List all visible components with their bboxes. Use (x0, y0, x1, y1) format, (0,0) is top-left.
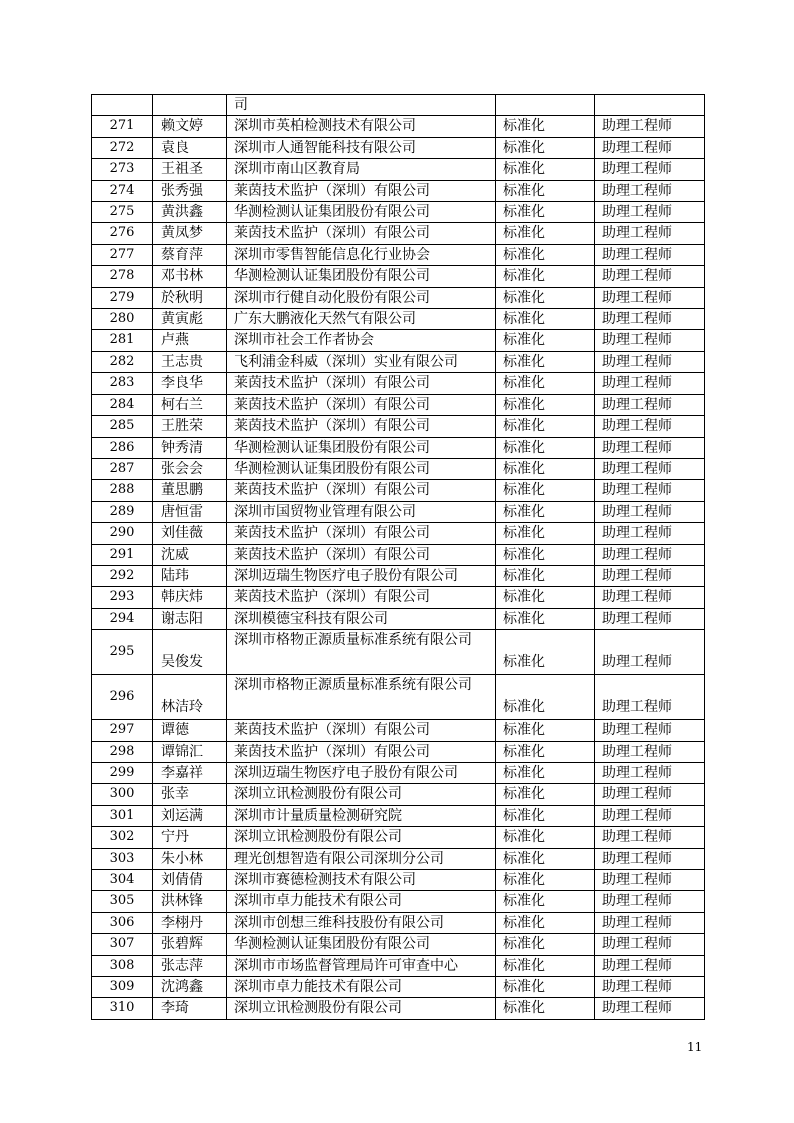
cell-name: 王胜荣 (153, 416, 227, 437)
cell-major: 标准化 (496, 870, 595, 891)
cell-name: 邓书林 (153, 266, 227, 287)
cell-name: 朱小林 (153, 848, 227, 869)
cell-major: 标准化 (496, 544, 595, 565)
cell-title: 助理工程师 (595, 848, 705, 869)
cell-company: 莱茵技术监护（深圳）有限公司 (227, 523, 496, 544)
cell-title: 助理工程师 (595, 912, 705, 933)
cell-title: 助理工程师 (595, 202, 705, 223)
cell-title: 助理工程师 (595, 977, 705, 998)
cell-company: 莱茵技术监护（深圳）有限公司 (227, 180, 496, 201)
cell-title: 助理工程师 (595, 805, 705, 826)
cell-company: 深圳市卓力能技术有限公司 (227, 977, 496, 998)
continued-row (92, 95, 705, 116)
table-row (92, 630, 705, 675)
cell-major: 标准化 (496, 675, 595, 720)
cell-title: 助理工程师 (595, 741, 705, 762)
cell-company: 深圳市行健自动化股份有限公司 (227, 287, 496, 308)
cell-name: 李琦 (153, 998, 227, 1019)
cell-company: 深圳模德宝科技有限公司 (227, 608, 496, 629)
cell-company: 莱茵技术监护（深圳）有限公司 (227, 720, 496, 741)
cell-major (496, 95, 595, 116)
cell-no: 286 (92, 437, 153, 458)
table-row (92, 309, 705, 330)
cell-company: 华测检测认证集团股份有限公司 (227, 437, 496, 458)
table-row (92, 116, 705, 137)
cell-company: 深圳市南山区教育局 (227, 159, 496, 180)
cell-title: 助理工程师 (595, 501, 705, 522)
table-row (92, 762, 705, 783)
cell-company: 司 (227, 95, 496, 116)
cell-no: 300 (92, 784, 153, 805)
cell-major: 标准化 (496, 587, 595, 608)
cell-name: 张秀强 (153, 180, 227, 201)
cell-major: 标准化 (496, 891, 595, 912)
cell-major: 标准化 (496, 741, 595, 762)
cell-no: 288 (92, 480, 153, 501)
cell-name: 林洁玲 (153, 675, 227, 720)
cell-no: 309 (92, 977, 153, 998)
cell-name: 卢燕 (153, 330, 227, 351)
table-row (92, 266, 705, 287)
cell-name: 陆玮 (153, 565, 227, 586)
cell-title: 助理工程师 (595, 955, 705, 976)
cell-name: 张幸 (153, 784, 227, 805)
cell-company: 深圳迈瑞生物医疗电子股份有限公司 (227, 565, 496, 586)
table-row (92, 330, 705, 351)
cell-no: 272 (92, 137, 153, 158)
cell-company: 广东大鹏液化天然气有限公司 (227, 309, 496, 330)
cell-no: 284 (92, 394, 153, 415)
table-row (92, 608, 705, 629)
cell-major: 标准化 (496, 416, 595, 437)
cell-name: 沈威 (153, 544, 227, 565)
cell-no: 303 (92, 848, 153, 869)
cell-name: 张会会 (153, 458, 227, 479)
cell-major: 标准化 (496, 351, 595, 372)
cell-company: 深圳市格物正源质量标准系统有限公司 (227, 675, 496, 720)
cell-no: 305 (92, 891, 153, 912)
table-row (92, 998, 705, 1019)
cell-title: 助理工程师 (595, 720, 705, 741)
cell-company: 莱茵技术监护（深圳）有限公司 (227, 480, 496, 501)
cell-title: 助理工程师 (595, 934, 705, 955)
cell-no: 306 (92, 912, 153, 933)
cell-major: 标准化 (496, 116, 595, 137)
cell-title: 助理工程师 (595, 351, 705, 372)
cell-major: 标准化 (496, 912, 595, 933)
cell-no: 308 (92, 955, 153, 976)
cell-major: 标准化 (496, 848, 595, 869)
cell-company: 深圳市社会工作者协会 (227, 330, 496, 351)
page-number: 11 (687, 1040, 703, 1054)
cell-title (595, 95, 705, 116)
table-row (92, 202, 705, 223)
cell-name (153, 95, 227, 116)
cell-major: 标准化 (496, 762, 595, 783)
cell-title: 助理工程师 (595, 373, 705, 394)
cell-company: 华测检测认证集团股份有限公司 (227, 934, 496, 955)
table-row (92, 287, 705, 308)
cell-no: 273 (92, 159, 153, 180)
cell-no: 301 (92, 805, 153, 826)
cell-major: 标准化 (496, 458, 595, 479)
table-row (92, 159, 705, 180)
table-row (92, 891, 705, 912)
cell-title: 助理工程师 (595, 437, 705, 458)
table-row (92, 848, 705, 869)
table-row (92, 955, 705, 976)
cell-company: 深圳市计量质量检测研究院 (227, 805, 496, 826)
table-row (92, 394, 705, 415)
cell-no: 276 (92, 223, 153, 244)
cell-no: 294 (92, 608, 153, 629)
cell-name: 黄凤梦 (153, 223, 227, 244)
cell-title: 助理工程师 (595, 244, 705, 265)
cell-major: 标准化 (496, 480, 595, 501)
cell-no: 292 (92, 565, 153, 586)
table-row (92, 523, 705, 544)
cell-title: 助理工程师 (595, 480, 705, 501)
table-row (92, 351, 705, 372)
cell-title: 助理工程师 (595, 608, 705, 629)
cell-major: 标准化 (496, 223, 595, 244)
cell-no: 279 (92, 287, 153, 308)
cell-title: 助理工程师 (595, 565, 705, 586)
cell-major: 标准化 (496, 565, 595, 586)
cell-no: 275 (92, 202, 153, 223)
cell-company: 深圳市市场监督管理局许可审查中心 (227, 955, 496, 976)
table-row (92, 244, 705, 265)
cell-no: 304 (92, 870, 153, 891)
cell-title: 助理工程师 (595, 870, 705, 891)
cell-company: 深圳市格物正源质量标准系统有限公司 (227, 630, 496, 675)
cell-title: 助理工程师 (595, 458, 705, 479)
cell-name: 刘佳薇 (153, 523, 227, 544)
cell-title: 助理工程师 (595, 287, 705, 308)
table-row (92, 912, 705, 933)
cell-name: 唐恒雷 (153, 501, 227, 522)
cell-name: 张碧辉 (153, 934, 227, 955)
cell-major: 标准化 (496, 330, 595, 351)
cell-no: 307 (92, 934, 153, 955)
cell-name: 黄寅彪 (153, 309, 227, 330)
table-row (92, 977, 705, 998)
cell-name: 於秋明 (153, 287, 227, 308)
cell-name: 刘倩倩 (153, 870, 227, 891)
cell-name: 钟秀清 (153, 437, 227, 458)
table-row (92, 741, 705, 762)
cell-no: 281 (92, 330, 153, 351)
cell-major: 标准化 (496, 934, 595, 955)
cell-title: 助理工程师 (595, 416, 705, 437)
table-row (92, 805, 705, 826)
cell-name: 王志贵 (153, 351, 227, 372)
cell-name: 李嘉祥 (153, 762, 227, 783)
cell-title: 助理工程师 (595, 266, 705, 287)
cell-title: 助理工程师 (595, 544, 705, 565)
table-row (92, 720, 705, 741)
table-row (92, 934, 705, 955)
cell-major: 标准化 (496, 437, 595, 458)
cell-major: 标准化 (496, 202, 595, 223)
cell-company: 深圳市零售智能信息化行业协会 (227, 244, 496, 265)
cell-name: 吴俊发 (153, 630, 227, 675)
cell-no: 271 (92, 116, 153, 137)
cell-name: 王祖圣 (153, 159, 227, 180)
cell-title: 助理工程师 (595, 675, 705, 720)
cell-no (92, 95, 153, 116)
cell-no: 295 (92, 630, 153, 675)
cell-major: 标准化 (496, 805, 595, 826)
cell-company: 华测检测认证集团股份有限公司 (227, 266, 496, 287)
cell-name: 韩庆炜 (153, 587, 227, 608)
cell-major: 标准化 (496, 523, 595, 544)
cell-title: 助理工程师 (595, 827, 705, 848)
cell-no: 299 (92, 762, 153, 783)
cell-no: 297 (92, 720, 153, 741)
cell-major: 标准化 (496, 159, 595, 180)
cell-major: 标准化 (496, 608, 595, 629)
cell-major: 标准化 (496, 501, 595, 522)
cell-company: 理光创想智造有限公司深圳分公司 (227, 848, 496, 869)
cell-company: 深圳市人通智能科技有限公司 (227, 137, 496, 158)
cell-name: 沈鸿鑫 (153, 977, 227, 998)
cell-title: 助理工程师 (595, 998, 705, 1019)
cell-name: 张志萍 (153, 955, 227, 976)
table-row (92, 587, 705, 608)
cell-name: 袁良 (153, 137, 227, 158)
table-row (92, 827, 705, 848)
cell-company: 莱茵技术监护（深圳）有限公司 (227, 416, 496, 437)
cell-name: 柯右兰 (153, 394, 227, 415)
cell-title: 助理工程师 (595, 223, 705, 244)
cell-name: 刘运满 (153, 805, 227, 826)
cell-major: 标准化 (496, 955, 595, 976)
cell-title: 助理工程师 (595, 587, 705, 608)
cell-major: 标准化 (496, 998, 595, 1019)
table-row (92, 416, 705, 437)
cell-title: 助理工程师 (595, 784, 705, 805)
cell-title: 助理工程师 (595, 330, 705, 351)
cell-name: 蔡育萍 (153, 244, 227, 265)
cell-company: 莱茵技术监护（深圳）有限公司 (227, 223, 496, 244)
cell-no: 302 (92, 827, 153, 848)
cell-company: 莱茵技术监护（深圳）有限公司 (227, 394, 496, 415)
cell-company: 华测检测认证集团股份有限公司 (227, 202, 496, 223)
personnel-table (91, 94, 705, 1020)
cell-company: 深圳市英柏检测技术有限公司 (227, 116, 496, 137)
cell-company: 莱茵技术监护（深圳）有限公司 (227, 587, 496, 608)
cell-title: 助理工程师 (595, 394, 705, 415)
cell-no: 282 (92, 351, 153, 372)
cell-no: 293 (92, 587, 153, 608)
cell-company: 莱茵技术监护（深圳）有限公司 (227, 544, 496, 565)
cell-no: 289 (92, 501, 153, 522)
table-row (92, 137, 705, 158)
cell-no: 290 (92, 523, 153, 544)
cell-no: 291 (92, 544, 153, 565)
cell-major: 标准化 (496, 827, 595, 848)
cell-company: 深圳立讯检测股份有限公司 (227, 998, 496, 1019)
cell-company: 深圳立讯检测股份有限公司 (227, 784, 496, 805)
cell-company: 华测检测认证集团股份有限公司 (227, 458, 496, 479)
cell-company: 深圳市卓力能技术有限公司 (227, 891, 496, 912)
table-row (92, 480, 705, 501)
cell-major: 标准化 (496, 180, 595, 201)
table-body (92, 95, 705, 1020)
table-row (92, 501, 705, 522)
cell-title: 助理工程师 (595, 523, 705, 544)
cell-no: 310 (92, 998, 153, 1019)
table-row (92, 437, 705, 458)
cell-no: 277 (92, 244, 153, 265)
cell-major: 标准化 (496, 977, 595, 998)
cell-major: 标准化 (496, 266, 595, 287)
cell-no: 283 (92, 373, 153, 394)
cell-major: 标准化 (496, 244, 595, 265)
cell-major: 标准化 (496, 309, 595, 330)
table-row (92, 544, 705, 565)
table-row (92, 223, 705, 244)
cell-major: 标准化 (496, 720, 595, 741)
table-row (92, 784, 705, 805)
cell-title: 助理工程师 (595, 159, 705, 180)
table-row (92, 565, 705, 586)
cell-company: 深圳市国贸物业管理有限公司 (227, 501, 496, 522)
cell-no: 296 (92, 675, 153, 720)
cell-major: 标准化 (496, 784, 595, 805)
cell-major: 标准化 (496, 287, 595, 308)
cell-name: 谢志阳 (153, 608, 227, 629)
table-row (92, 373, 705, 394)
cell-name: 谭德 (153, 720, 227, 741)
cell-no: 298 (92, 741, 153, 762)
cell-name: 黄洪鑫 (153, 202, 227, 223)
cell-company: 深圳立讯检测股份有限公司 (227, 827, 496, 848)
cell-title: 助理工程师 (595, 309, 705, 330)
cell-major: 标准化 (496, 394, 595, 415)
cell-company: 莱茵技术监护（深圳）有限公司 (227, 741, 496, 762)
cell-major: 标准化 (496, 373, 595, 394)
cell-no: 285 (92, 416, 153, 437)
cell-major: 标准化 (496, 630, 595, 675)
table-row (92, 458, 705, 479)
cell-company: 深圳迈瑞生物医疗电子股份有限公司 (227, 762, 496, 783)
cell-company: 深圳市创想三维科技股份有限公司 (227, 912, 496, 933)
cell-no: 274 (92, 180, 153, 201)
cell-title: 助理工程师 (595, 137, 705, 158)
cell-title: 助理工程师 (595, 630, 705, 675)
table-row (92, 675, 705, 720)
cell-name: 李栩丹 (153, 912, 227, 933)
cell-title: 助理工程师 (595, 180, 705, 201)
cell-major: 标准化 (496, 137, 595, 158)
cell-name: 洪林锋 (153, 891, 227, 912)
cell-name: 谭锦汇 (153, 741, 227, 762)
cell-no: 278 (92, 266, 153, 287)
cell-name: 董思鹏 (153, 480, 227, 501)
cell-name: 宁丹 (153, 827, 227, 848)
table-row (92, 870, 705, 891)
cell-title: 助理工程师 (595, 116, 705, 137)
cell-no: 287 (92, 458, 153, 479)
cell-company: 飞利浦金科威（深圳）实业有限公司 (227, 351, 496, 372)
cell-title: 助理工程师 (595, 762, 705, 783)
table-row (92, 180, 705, 201)
cell-company: 莱茵技术监护（深圳）有限公司 (227, 373, 496, 394)
cell-name: 赖文婷 (153, 116, 227, 137)
cell-name: 李良华 (153, 373, 227, 394)
cell-no: 280 (92, 309, 153, 330)
cell-title: 助理工程师 (595, 891, 705, 912)
cell-company: 深圳市赛德检测技术有限公司 (227, 870, 496, 891)
